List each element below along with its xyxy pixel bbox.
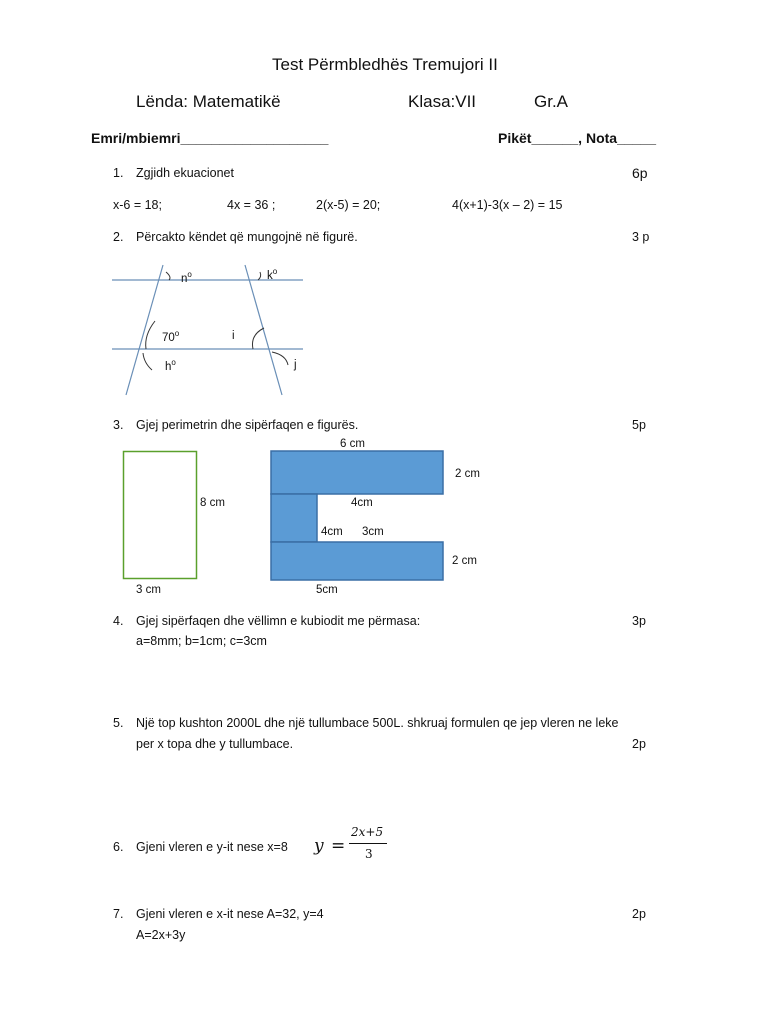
angle-label-i: i [232,330,235,342]
angle-label-h: $h^o$ [165,358,176,373]
equation: 4(x+1)-3(x – 2) = 15 [452,198,563,212]
question-text: Zgjidh ekuacionet [136,166,234,180]
equation: 4x = 36 ; [227,198,276,212]
question-points: 5p [632,418,646,432]
c-top-label: 6 cm [340,438,365,450]
rectangle-figure [120,448,200,583]
angle-arc-h [143,353,152,370]
c-inner-left-label: 4cm [321,526,343,538]
question-text: Gjej sipërfaqen dhe vëllimn e kubiodit me përmasa: [136,614,421,628]
equation: 2(x-5) = 20; [316,198,381,212]
c-shape-figure [268,448,448,584]
question-text: Gjeni vleren e y-it nese x=8 [136,840,288,854]
rect-width-label: 3 cm [136,584,161,596]
transversal-left [126,265,163,395]
question-number: 7. [113,907,124,921]
angle-label-n: $n^o$ [181,270,192,285]
c-right-bottom-label: 2 cm [452,555,477,567]
formula-y: y [314,836,324,856]
c-shape-middle-bar [271,494,317,542]
c-shape-top-bar [271,451,443,494]
formula-equals: = [331,836,346,856]
formula-denominator: 3 [365,847,373,861]
score-field: Pikët______, Nota_____ [498,130,656,146]
question-points: 6p [632,165,648,181]
angle-arc-k [258,272,261,280]
question-points: 3p [632,614,646,628]
question-number: 3. [113,418,124,432]
c-inner-width-label: 4cm [351,497,373,509]
question-points: 3 p [632,230,650,244]
subject-label: Lënda: Matematikë [136,92,281,111]
angle-label-j: j [294,359,297,371]
fraction-bar [349,843,387,844]
question-text-line2: a=8mm; b=1cm; c=3cm [136,634,267,648]
angle-arc-n [166,272,170,280]
question-text: Përcakto këndet që mungojnë në figurë. [136,230,358,244]
c-inner-height-label: 3cm [362,526,384,538]
angle-label-70: 70$^o$ [162,329,180,344]
question-text: Gjej perimetrin dhe sipërfaqen e figurës. [136,418,359,432]
name-field: Emri/mbiemri___________________ [91,130,329,146]
transversal-right [245,265,282,395]
angle-label-k: $k^o$ [267,267,278,282]
equation: x-6 = 18; [113,198,162,212]
angle-figure [100,255,320,405]
question-points: 2p [632,907,646,921]
question-text: Një top kushton 2000L dhe një tullumbace 500L. shkruaj formulen qe jep vleren ne leke [136,716,619,730]
angle-arc-j [272,352,288,365]
rectangle-shape [124,452,197,579]
page-title: Test Përmbledhës Tremujori II [272,55,498,74]
c-bottom-label: 5cm [316,584,338,596]
rect-height-label: 8 cm [200,497,225,509]
question-text-line2: per x topa dhe y tullumbace. [136,737,294,751]
c-right-top-label: 2 cm [455,468,480,480]
question-points: 2p [632,737,646,751]
group-label: Gr.A [534,92,569,111]
question-number: 4. [113,614,124,628]
c-shape-bottom-bar [271,542,443,580]
angle-arc-70 [146,321,155,349]
question-number: 5. [113,716,124,730]
question-text-line2: A=2x+3y [136,928,186,942]
question-number: 2. [113,230,124,244]
question-number: 6. [113,840,124,854]
question-text: Gjeni vleren e x-it nese A=32, y=4 [136,907,324,921]
angle-arc-i [252,328,264,349]
question-number: 1. [113,166,124,180]
class-label: Klasa:VII [408,92,477,111]
formula-numerator: 2x+5 [351,825,384,839]
